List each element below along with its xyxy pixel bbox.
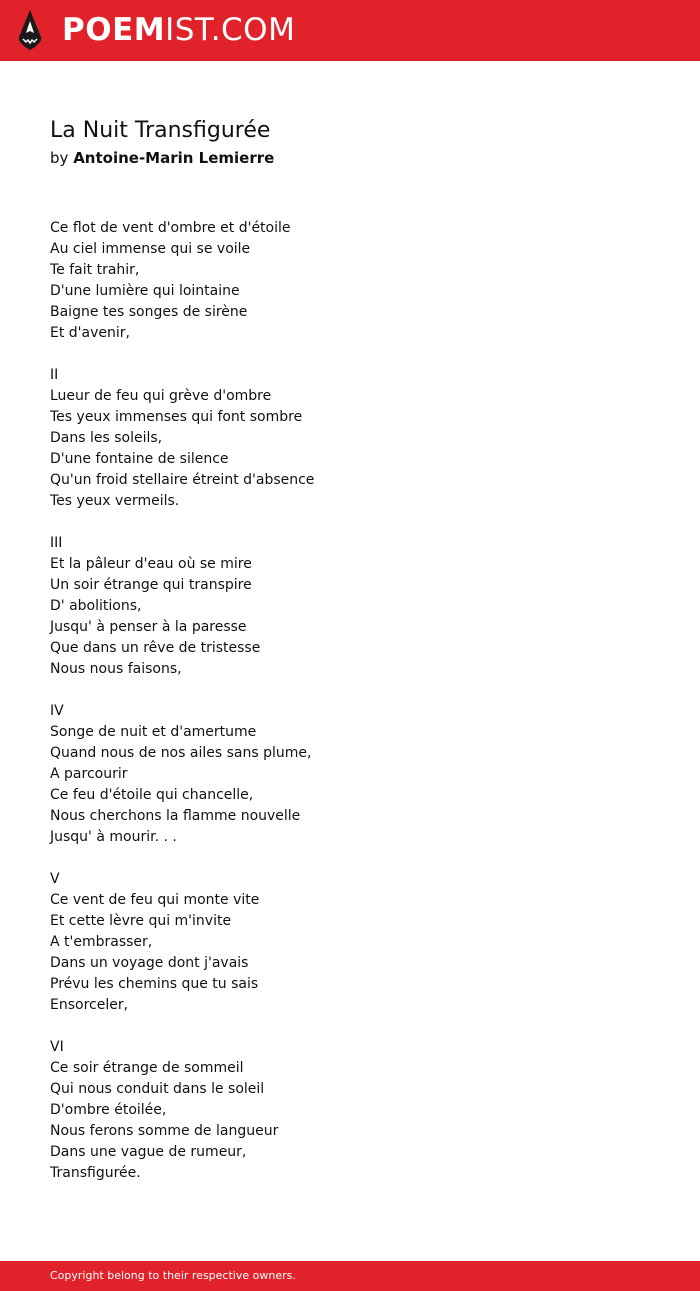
poem-line: Ce feu d'étoile qui chancelle, [50, 787, 254, 803]
poem-line: D'ombre étoilée, [50, 1102, 167, 1118]
poem-stanza [50, 869, 650, 1016]
poem-line: IV [50, 703, 64, 719]
poem-author: Antoine-Marin Lemierre [73, 149, 275, 167]
poem-line: Nous cherchons la flamme nouvelle [50, 808, 301, 824]
pen-nib-icon[interactable] [17, 9, 43, 51]
poem-line: Tes yeux vermeils. [50, 493, 180, 509]
poem-byline [50, 148, 274, 169]
poem-line: II [50, 367, 59, 383]
poem-line: Prévu les chemins que tu sais [50, 976, 259, 992]
poem-line: Te fait trahir, [50, 262, 140, 278]
poem-line: Nous ferons somme de langueur [50, 1123, 279, 1139]
poem-line: D'une fontaine de silence [50, 451, 229, 467]
site-header [0, 0, 700, 61]
poem-line: A t'embrasser, [50, 934, 153, 950]
poem-stanza [50, 533, 650, 680]
poem-line: Dans une vague de rumeur, [50, 1144, 247, 1160]
poem-line: Ce vent de feu qui monte vite [50, 892, 260, 908]
copyright-notice: Copyright belong to their respective owners. [50, 1269, 296, 1282]
poem-line: Qui nous conduit dans le soleil [50, 1081, 265, 1097]
poem-line: Que dans un rêve de tristesse [50, 640, 261, 656]
poem-line: Songe de nuit et d'amertume [50, 724, 257, 740]
poem-line: Au ciel immense qui se voile [50, 241, 251, 257]
poem-line: Ce flot de vent d'ombre et d'étoile [50, 220, 291, 236]
poem-line: Tes yeux immenses qui font sombre [50, 409, 303, 425]
poem-line: D'une lumière qui lointaine [50, 283, 240, 299]
site-footer [0, 1261, 700, 1291]
poem-line: Un soir étrange qui transpire [50, 577, 252, 593]
site-logo[interactable] [62, 12, 295, 48]
poem-line: VI [50, 1039, 64, 1055]
poem-line: Qu'un froid stellaire étreint d'absence [50, 472, 315, 488]
poem-stanza [50, 701, 650, 848]
poem-line: Ce soir étrange de sommeil [50, 1060, 244, 1076]
poem-line: Lueur de feu qui grève d'ombre [50, 388, 272, 404]
poem-body [50, 218, 650, 1184]
poem-line: Et cette lèvre qui m'invite [50, 913, 232, 929]
poem-line: Et la pâleur d'eau où se mire [50, 556, 252, 572]
poem-line: Transfigurée. [50, 1165, 141, 1181]
poem-line: Ensorceler, [50, 997, 129, 1013]
poem-stanza [50, 218, 650, 344]
poem-line: Jusqu' à mourir. . . [50, 829, 177, 845]
logo-light-text: IST.COM [165, 12, 296, 48]
poem-line: Dans les soleils, [50, 430, 163, 446]
by-label: by [50, 149, 69, 167]
poem-line: Nous nous faisons, [50, 661, 182, 677]
poem-stanza [50, 365, 650, 512]
poem-line: A parcourir [50, 766, 128, 782]
poem-line: D' abolitions, [50, 598, 142, 614]
poem-line: V [50, 871, 60, 887]
poem-line: Baigne tes songes de sirène [50, 304, 248, 320]
logo-bold-text: POEM [62, 12, 166, 48]
poem-line: Jusqu' à penser à la paresse [50, 619, 247, 635]
poem-stanza [50, 1037, 650, 1184]
poem-line: Et d'avenir, [50, 325, 130, 341]
poem-line: Dans un voyage dont j'avais [50, 955, 249, 971]
poem-line: Quand nous de nos ailes sans plume, [50, 745, 312, 761]
poem-title: La Nuit Transfigurée [50, 118, 271, 143]
poem-line: III [50, 535, 63, 551]
